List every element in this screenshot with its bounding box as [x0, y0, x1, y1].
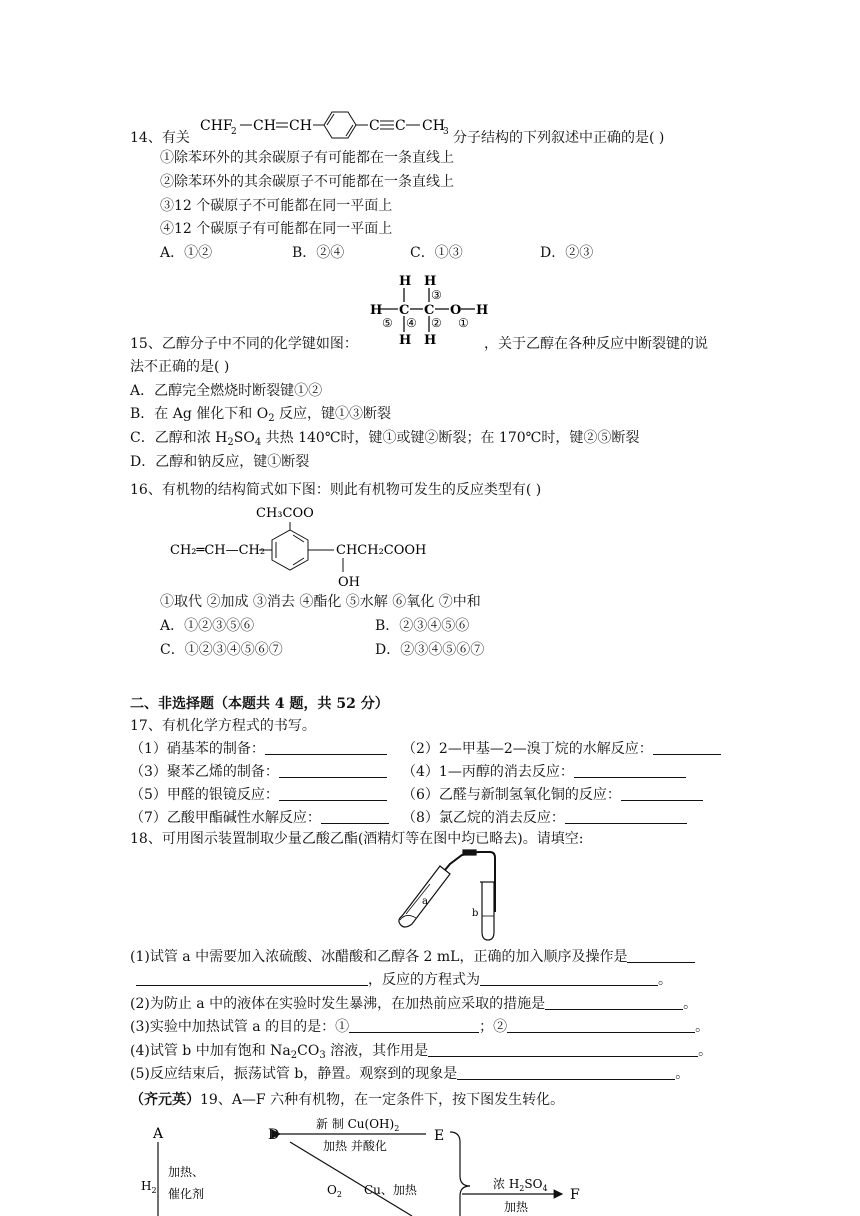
q17-item	[130, 808, 389, 828]
q18-part4-sub2: 3	[319, 1050, 326, 1061]
q17-item	[402, 808, 687, 828]
q15-option-b-sub: 2	[268, 413, 275, 424]
conversion-flow-diagram	[130, 1112, 600, 1216]
q14-statement: ④12 个碳原子有可能都在同一平面上	[160, 221, 393, 237]
q18-part2	[130, 994, 697, 1014]
q17-item-label: （1）硝基苯的制备：	[130, 741, 265, 757]
struct-left-group: CH₂═CH—CH₂	[170, 543, 266, 558]
q17-item-label: （8）氯乙烷的消去反应：	[402, 810, 565, 826]
node-e: E	[434, 1128, 445, 1144]
node-f: F	[570, 1187, 580, 1203]
answer-blank[interactable]	[265, 740, 387, 755]
q16-reaction-types: ①取代 ②加成 ③消去 ④酯化 ⑤水解 ⑥氧化 ⑦中和	[160, 594, 481, 610]
struct-right-group: CHCH₂COOH	[336, 543, 427, 558]
q18-part4-text3: 溶液，其作用是	[325, 1043, 429, 1059]
q17-item	[402, 785, 703, 805]
q18-part1-line2	[136, 970, 672, 990]
answer-blank[interactable]	[279, 763, 387, 778]
q15-option-c-text3: 共热 140℃时，键①或键②断裂；在 170℃时，键②⑤断裂	[261, 430, 640, 446]
q15-option-d: D．乙醇和钠反应，键①断裂	[130, 454, 310, 470]
q15-option-b-text: B．在 Ag 催化下和 O	[130, 406, 269, 422]
q14-stem	[130, 128, 190, 148]
q15-option-c	[130, 428, 639, 453]
q17-item-label: （2）2—甲基—2—溴丁烷的水解反应：	[402, 741, 653, 757]
atom-o: O	[450, 303, 462, 318]
atom-c: C	[399, 303, 410, 318]
answer-blank[interactable]	[507, 1018, 695, 1033]
section-title: 二、非选择题（本题共 4 题，共 52 分）	[130, 696, 389, 712]
q14-option-d: D．②③	[540, 245, 594, 261]
atom-h: H	[399, 274, 412, 289]
formula-ch-b: CH	[289, 118, 312, 134]
ester-apparatus-diagram	[390, 846, 510, 946]
answer-blank[interactable]	[565, 809, 687, 824]
atom-h: H	[424, 333, 437, 348]
node-d: D	[268, 1127, 280, 1143]
formula-chf2: CHF	[200, 118, 233, 134]
bond-label-3: ③	[431, 288, 442, 302]
bond-label-4: ④	[406, 316, 417, 330]
bond-label-5: ⑤	[382, 316, 393, 330]
o2-label	[327, 1183, 342, 1199]
q16-option-c: C．①②③④⑤⑥⑦	[160, 642, 283, 658]
answer-blank[interactable]	[321, 809, 389, 824]
q18-part1-line1	[130, 947, 695, 967]
heat-cat-label-1: 加热、	[168, 1165, 205, 1179]
q15-line1-a: 15、乙醇分子中不同的化学键如图：	[130, 336, 358, 352]
q15-option-b-text2: 反应，键①③断裂	[274, 406, 392, 422]
answer-blank[interactable]	[279, 786, 387, 801]
node-a: A	[153, 1126, 164, 1142]
q17-item-label: （3）聚苯乙烯的制备：	[130, 764, 279, 780]
q16-option-a: A．①②③⑤⑥	[160, 618, 255, 634]
q18-part4-text: (4)试管 b 中加有饱和 Na	[130, 1043, 291, 1059]
q16-structure-formula	[166, 500, 446, 592]
q17-item-label: （6）乙醛与新制氢氧化铜的反应：	[402, 787, 621, 803]
formula-sub-2: 2	[231, 127, 237, 137]
q17-item-label: （4）1—丙醇的消去反应：	[402, 764, 574, 780]
formula-ch3: CH	[422, 118, 445, 134]
q18-part3-end: 。	[695, 1019, 710, 1035]
q17-item	[402, 762, 686, 782]
answer-blank[interactable]	[627, 948, 695, 963]
q14-prefix: 14、有关	[130, 130, 190, 146]
formula-c2: C	[395, 118, 406, 134]
q17-item-label: （5）甲醛的银镜反应：	[130, 787, 279, 803]
q18-part1-text2: ，反应的方程式为	[368, 972, 480, 988]
q17-stem: 17、有机化学方程式的书写。	[130, 718, 316, 734]
cuoh-text: 新 制 Cu(OH)	[316, 1117, 395, 1131]
h2so4-sub1: 2	[519, 1184, 525, 1193]
q17-item	[130, 739, 387, 759]
q18-part3-text: (3)实验中加热试管 a 的目的是：①	[130, 1019, 350, 1035]
answer-blank[interactable]	[480, 971, 658, 986]
cu-heat-label: Cu、加热	[364, 1183, 417, 1197]
q14-option-b: B．②④	[292, 245, 345, 261]
h2-label	[141, 1179, 157, 1195]
heat-cat-label-2: 催化剂	[168, 1187, 205, 1201]
cuoh-label	[316, 1116, 399, 1133]
heat-label: 加热	[504, 1200, 529, 1214]
h2so4-text2: SO	[524, 1177, 543, 1191]
answer-blank[interactable]	[428, 1042, 698, 1057]
q14-suffix: 分子结构的下列叙述中正确的是( )	[453, 130, 665, 146]
bond-label-1: ①	[458, 316, 469, 330]
struct-top-group: CH₃COO	[256, 506, 314, 521]
cuoh-sub: 2	[394, 1124, 400, 1133]
q18-part2-text: (2)为防止 a 中的液体在实验时发生暴沸，在加热前应采取的措施是	[130, 996, 546, 1012]
o2-sub: 2	[336, 1190, 342, 1199]
q18-part5-end: 。	[675, 1066, 690, 1082]
q14-statement: ②除苯环外的其余碳原子不可能都在一条直线上	[160, 174, 454, 190]
q18-part2-end: 。	[683, 996, 698, 1012]
q19-author: （齐元英）	[130, 1092, 200, 1108]
atom-h: H	[399, 333, 412, 348]
q14-statement: ③12 个碳原子不可能都在同一平面上	[160, 198, 393, 214]
q16-stem: 16、有机物的结构简式如下图：则此有机物可发生的反应类型有( )	[130, 482, 542, 498]
q15-line1-b: ，关于乙醇在各种反应中断裂键的说	[484, 336, 708, 352]
o2-text: O	[327, 1183, 337, 1197]
q18-part4-text2: CO	[297, 1043, 320, 1059]
benzene-ring	[272, 530, 308, 570]
ethanol-bond-diagram	[368, 272, 494, 348]
answer-blank[interactable]	[574, 763, 686, 778]
q14-statement: ①除苯环外的其余碳原子有可能都在一条直线上	[160, 150, 454, 166]
q16-option-b: B．②③④⑤⑥	[375, 618, 470, 634]
q15-option-c-text: C．乙醇和浓 H	[130, 430, 228, 446]
q17-item	[130, 762, 387, 782]
q18-part4	[130, 1041, 712, 1066]
answer-blank[interactable]	[621, 786, 703, 801]
heat-acid-label: 加热 并酸化	[323, 1139, 387, 1153]
formula-ch: CH	[253, 118, 276, 134]
q17-item	[130, 785, 387, 805]
test-tube-b	[482, 882, 494, 940]
answer-blank[interactable]	[349, 1018, 479, 1033]
q18-part3	[130, 1017, 709, 1037]
q15-option-a: A．乙醇完全燃烧时断裂键①②	[130, 383, 323, 399]
bond-label-2: ②	[431, 316, 442, 330]
answer-blank[interactable]	[136, 971, 368, 986]
answer-blank[interactable]	[457, 1065, 675, 1080]
rubber-connector	[463, 850, 476, 855]
h2so4-label	[493, 1177, 548, 1193]
label-a: a	[422, 896, 428, 907]
h2-sub: 2	[151, 1186, 157, 1195]
q14-structure-formula	[196, 106, 466, 142]
q18-part1-text: (1)试管 a 中需要加入浓硫酸、冰醋酸和乙醇各 2 mL，正确的加入顺序及操作是	[130, 949, 628, 965]
answer-blank[interactable]	[545, 995, 683, 1010]
atom-h: H	[424, 274, 437, 289]
q15-option-b	[130, 404, 391, 429]
h2so4-text1: 浓 H	[493, 1177, 520, 1191]
q15-option-c-sub2: 4	[254, 437, 262, 448]
formula-c1: C	[369, 118, 380, 134]
q18-part5	[130, 1064, 689, 1084]
label-b: b	[472, 908, 479, 919]
q19-stem	[130, 1090, 564, 1110]
q15-option-c-text2: SO	[233, 430, 255, 446]
atom-h: H	[476, 303, 489, 318]
h2-text: H	[141, 1179, 152, 1193]
answer-blank[interactable]	[653, 740, 721, 755]
q19-stem-text: 19、A—F 六种有机物，在一定条件下，按下图发生转化。	[200, 1092, 565, 1108]
q15-line2: 法不正确的是( )	[130, 359, 230, 375]
q15-option-c-sub1: 2	[227, 437, 234, 448]
formula-sub-3: 3	[443, 127, 449, 137]
q18-part1-end: 。	[658, 972, 672, 988]
benzene-ring	[324, 112, 356, 138]
q18-part5-text: (5)反应结束后，振荡试管 b，静置。观察到的现象是	[130, 1066, 458, 1082]
q14-option-c: C．①③	[410, 245, 463, 261]
q17-item-label: （7）乙酸甲酯碱性水解反应：	[130, 810, 321, 826]
h2so4-sub2: 4	[542, 1184, 548, 1193]
q18-part3-text2: ；②	[479, 1019, 508, 1035]
q18-stem: 18、可用图示装置制取少量乙酸乙酯(酒精灯等在图中均已略去)。请填空:	[130, 831, 584, 847]
q17-item	[402, 739, 721, 759]
q16-option-d: D．②③④⑤⑥⑦	[375, 642, 485, 658]
q18-part4-sub1: 2	[290, 1050, 298, 1061]
struct-oh-group: OH	[338, 575, 360, 590]
atom-h: H	[370, 303, 383, 318]
q18-part4-end: 。	[698, 1043, 713, 1059]
atom-c: C	[424, 303, 435, 318]
q14-option-a: A．①②	[160, 245, 213, 261]
